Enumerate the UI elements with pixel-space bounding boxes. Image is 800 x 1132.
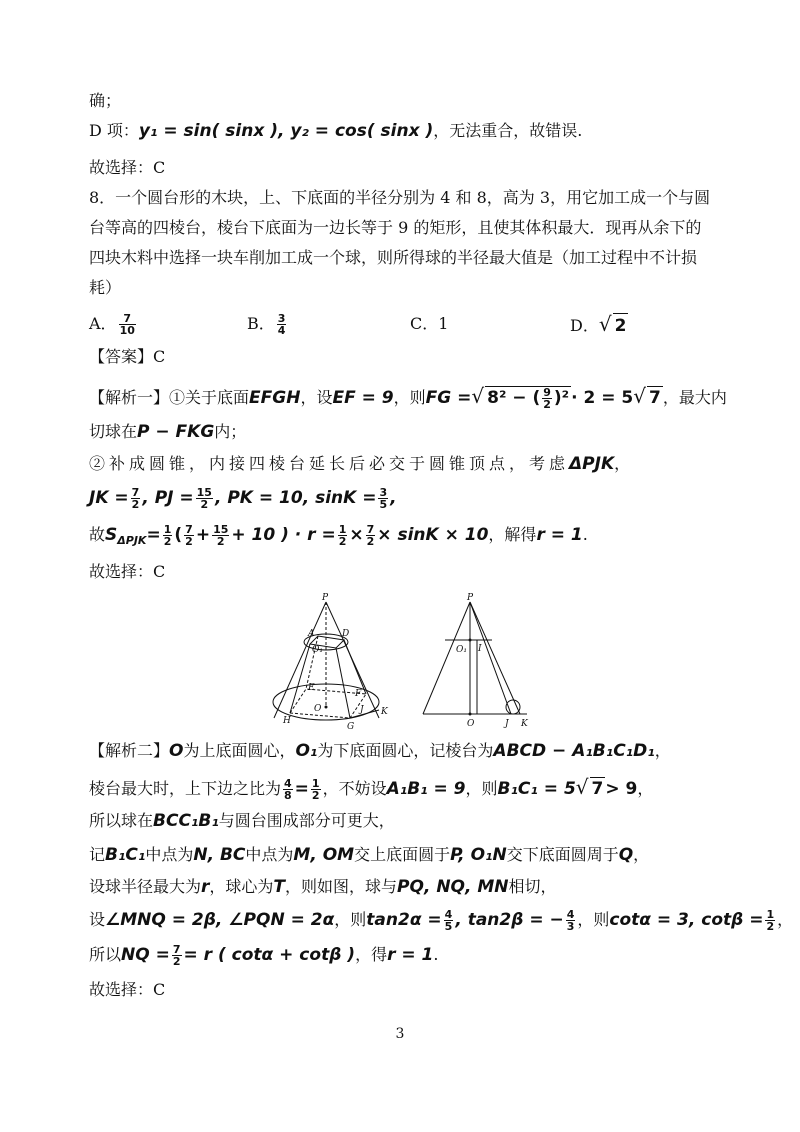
text: ，无法重合，故错误. <box>433 121 583 140</box>
solution-label: 【解析一】 <box>89 388 170 407</box>
fig-label: K <box>521 719 528 729</box>
denominator: 2 <box>766 920 775 933</box>
question-line: 四块木料中选择一块车削加工成一个球，则所得球的半径最大值是（加工过程中不计损 <box>89 248 698 267</box>
fraction <box>184 524 194 547</box>
formula: × <box>349 525 364 545</box>
formula: = <box>146 525 161 545</box>
text: ②补成圆锥，内接四棱台延长后必交于圆锥顶点，考虑 <box>89 454 570 473</box>
denominator: 2 <box>172 955 181 968</box>
formula: M, OM <box>293 845 355 865</box>
formula: EFGH <box>249 388 301 408</box>
fig-label: G <box>347 722 355 732</box>
text: ，则 <box>465 779 498 798</box>
point-o1 <box>469 639 472 642</box>
formula: NQ = <box>121 945 170 965</box>
subscript: ΔPJK <box>117 534 147 548</box>
solution-2-line-2 <box>89 776 653 801</box>
text: 设 <box>89 910 106 929</box>
formula: Q <box>618 845 634 865</box>
point-o <box>469 713 472 716</box>
text: ， <box>614 454 635 473</box>
text: 为上底面圆心， <box>183 741 296 760</box>
solution-1-line-1 <box>89 385 727 410</box>
numerator: 7 <box>131 486 140 499</box>
text: 所以 <box>89 945 122 964</box>
fig-label: O <box>314 704 322 714</box>
answer-label: 【答案】 <box>89 347 154 366</box>
formula: = r ( cotα + cotβ ) <box>183 945 356 965</box>
numerator: 4 <box>444 908 453 921</box>
formula: ( <box>174 525 183 545</box>
denominator: 2 <box>200 498 209 511</box>
text: ，设 <box>300 388 333 407</box>
denominator: 8 <box>284 789 292 802</box>
formula: y₁ = sin( sinx ), y₂ = cos( sinx ) <box>138 121 434 141</box>
text: 中点为 <box>145 845 194 864</box>
selection-line: 故选择：C <box>89 980 166 999</box>
formula: FG = <box>425 388 472 408</box>
label: D 项： <box>89 121 139 140</box>
text: ，则 <box>393 388 426 407</box>
denominator: 3 <box>566 920 575 933</box>
frustum-cone-figure <box>262 590 392 742</box>
fig-label: K <box>381 707 388 717</box>
fraction <box>338 524 348 547</box>
text: ，解得 <box>488 525 537 544</box>
text: 为下底面圆心，记棱台为 <box>317 741 494 760</box>
solution-1-line-2 <box>89 421 246 443</box>
solution-2-line-1 <box>89 740 671 762</box>
text: 交下底面圆周于 <box>506 845 619 864</box>
formula: r = 1 <box>387 945 434 965</box>
fig-label: J <box>360 705 364 715</box>
point-o <box>325 706 328 709</box>
text: ， <box>654 741 671 760</box>
text: 所以球在 <box>89 811 154 830</box>
numerator: 1 <box>311 777 320 790</box>
radicand: 7 <box>591 779 604 799</box>
radicand <box>485 386 571 410</box>
text: 棱台最大时，上下边之比为 <box>89 779 282 798</box>
formula: BCC₁B₁ <box>153 811 219 831</box>
text: 内； <box>214 422 247 441</box>
text: 故 <box>89 525 106 544</box>
formula: cotα = 3, cotβ = <box>609 910 764 930</box>
option-label: C． <box>410 314 439 333</box>
answer-value: C <box>153 347 166 366</box>
solution-2-line-7 <box>89 944 438 967</box>
denominator: 2 <box>338 535 347 548</box>
denominator: 2 <box>216 535 225 548</box>
text: ，不妨设 <box>322 779 387 798</box>
numerator: 7 <box>366 523 375 536</box>
question-line: 8．一个圆台形的木块，上、下底面的半径分别为 4 和 8，高为 3，用它加工成一个与圆 <box>89 188 711 207</box>
denominator: 4 <box>277 324 286 337</box>
denominator: 2 <box>543 398 551 411</box>
fig-label: E <box>308 683 315 693</box>
text: 切球在 <box>89 422 138 441</box>
option-d <box>570 312 628 338</box>
formula: r <box>201 877 210 897</box>
formula: × sinK × 10 <box>377 525 489 545</box>
text: ，得 <box>355 945 388 964</box>
numerator: 1 <box>766 908 775 921</box>
text: ，则如图，球与 <box>285 877 398 896</box>
fraction <box>172 944 182 967</box>
option-d-explanation <box>89 120 582 142</box>
denominator: 10 <box>119 324 135 337</box>
formula: + 10 ) · r = <box>231 525 336 545</box>
paren: ( <box>532 388 541 408</box>
fig-label: O₁ <box>456 645 467 655</box>
solution-2-line-4 <box>89 844 649 866</box>
formula: O₁ <box>295 741 318 761</box>
text: 与圆台围成部分可更大， <box>218 811 395 830</box>
denominator: 2 <box>185 535 193 548</box>
text: 设球半径最大为 <box>89 877 202 896</box>
numerator: 7 <box>185 523 193 536</box>
formula: P, O₁N <box>450 845 507 865</box>
paren: )² <box>553 388 570 408</box>
text: . <box>582 525 588 544</box>
lateral-edge <box>290 644 310 713</box>
line-pj <box>470 602 511 714</box>
numerator: 3 <box>379 486 388 499</box>
text: ， <box>637 779 654 798</box>
text: ， <box>633 845 650 864</box>
text: 交上底面圆于 <box>354 845 451 864</box>
sqrt-icon: √ <box>575 775 589 799</box>
answer-line <box>89 346 165 368</box>
fraction <box>163 524 173 547</box>
option-a <box>89 312 138 336</box>
numerator: 3 <box>277 312 286 325</box>
numerator: 7 <box>172 943 181 956</box>
formula: · 2 = 5 <box>571 388 634 408</box>
formula: PQ, NQ, MN <box>397 877 509 897</box>
numerator: 4 <box>566 908 575 921</box>
text: ，则 <box>577 910 610 929</box>
formula: ∠MNQ = 2β, ∠PQN = 2α <box>105 910 335 930</box>
solution-2-line-6 <box>89 909 793 932</box>
text: ， <box>777 910 794 929</box>
fraction <box>542 387 552 410</box>
formula: EF = 9 <box>332 388 394 408</box>
option-label: B． <box>247 314 275 333</box>
denominator: 2 <box>311 789 320 802</box>
formula: r = 1 <box>536 525 583 545</box>
text: 中点为 <box>245 845 294 864</box>
fig-label: O₁ <box>312 645 323 655</box>
denominator: 2 <box>366 535 375 548</box>
formula: 8² − <box>487 388 533 408</box>
triangle-edge <box>423 602 470 714</box>
sqrt-icon: √ <box>633 384 646 408</box>
numerator: 9 <box>543 386 551 399</box>
option-b <box>247 312 288 336</box>
fraction <box>277 313 287 336</box>
fig-label: P <box>467 593 474 603</box>
formula: P − FKG <box>137 422 215 442</box>
option-c <box>410 312 448 336</box>
formula: ΔPJK <box>569 454 615 474</box>
formula: , tan2β = − <box>455 910 564 930</box>
cross-section-figure <box>415 590 545 732</box>
segment-gk <box>350 710 379 718</box>
denominator: 5 <box>379 498 388 511</box>
numerator: 1 <box>338 523 347 536</box>
lateral-edge <box>336 648 350 718</box>
question-line: 台等高的四棱台，棱台下底面为一边长等于 9 的矩形，且使其体积最大．现再从余下的 <box>89 218 702 237</box>
option-value: 1 <box>438 314 449 333</box>
solution-2-line-5 <box>89 876 557 898</box>
formula: ABCD − A₁B₁C₁D₁ <box>493 741 655 761</box>
text: 相切， <box>508 877 557 896</box>
solution-2-line-3 <box>89 810 395 832</box>
radicand: 7 <box>649 388 661 408</box>
text: ，球心为 <box>209 877 274 896</box>
text: ，则 <box>334 910 367 929</box>
text: , <box>390 488 397 508</box>
fraction <box>378 487 388 510</box>
fraction <box>131 487 141 510</box>
formula: > 9 <box>605 779 638 799</box>
option-label: A． <box>89 314 117 333</box>
fraction <box>366 524 376 547</box>
fraction <box>119 313 136 336</box>
formula: tan2α = <box>366 910 442 930</box>
option-label: D． <box>570 316 599 335</box>
fig-label: J <box>505 719 509 729</box>
formula: + <box>195 525 211 545</box>
fraction <box>283 778 293 801</box>
numerator: 4 <box>284 777 292 790</box>
text: 记 <box>89 845 106 864</box>
formula: B₁C₁ <box>105 845 146 865</box>
text-line: 确； <box>89 91 122 110</box>
fig-label: H <box>283 716 291 726</box>
denominator: 5 <box>444 920 453 933</box>
formula: S <box>105 525 118 545</box>
formula: T <box>273 877 286 897</box>
text: . <box>433 945 439 964</box>
numerator: 15 <box>196 486 212 499</box>
fig-label: I <box>478 644 482 654</box>
formula: A₁B₁ = 9 <box>386 779 466 799</box>
text: ①关于底面 <box>169 388 250 407</box>
fig-label: O <box>467 719 475 729</box>
question-line: 耗） <box>89 278 122 297</box>
fraction <box>566 909 576 932</box>
formula: , PK = 10, sinK = <box>214 488 377 508</box>
radicand: 2 <box>613 313 629 338</box>
numerator: 7 <box>119 313 136 325</box>
fraction <box>212 524 229 547</box>
formula: O <box>169 741 184 761</box>
formula: , PJ = <box>142 488 194 508</box>
fig-label: D <box>342 629 350 639</box>
fraction <box>444 909 454 932</box>
denominator: 2 <box>163 535 172 548</box>
fraction <box>311 778 321 801</box>
text: ，最大内 <box>662 388 727 407</box>
formula: N, BC <box>193 845 246 865</box>
solution-1-line-3 <box>89 453 634 475</box>
selection-line: 故选择：C <box>89 158 166 177</box>
denominator: 2 <box>131 498 140 511</box>
numerator: 15 <box>213 523 229 536</box>
sqrt-icon: √ <box>471 384 485 408</box>
selection-line: 故选择：C <box>89 562 166 581</box>
solution-1-line-4 <box>89 487 397 510</box>
fig-label: P <box>322 593 329 603</box>
numerator: 1 <box>163 523 172 536</box>
page-number: 3 <box>395 1026 405 1042</box>
solution-1-line-5 <box>89 524 588 552</box>
fig-label: F <box>355 689 362 699</box>
fraction <box>765 909 775 932</box>
formula: B₁C₁ = 5 <box>497 779 576 799</box>
sqrt-icon: √ <box>598 312 612 336</box>
formula: JK = <box>89 488 129 508</box>
fraction <box>196 487 213 510</box>
formula: = <box>294 779 309 799</box>
cone-edge-left <box>274 602 326 718</box>
solution-label: 【解析二】 <box>89 741 170 760</box>
fig-label: A <box>308 629 315 639</box>
